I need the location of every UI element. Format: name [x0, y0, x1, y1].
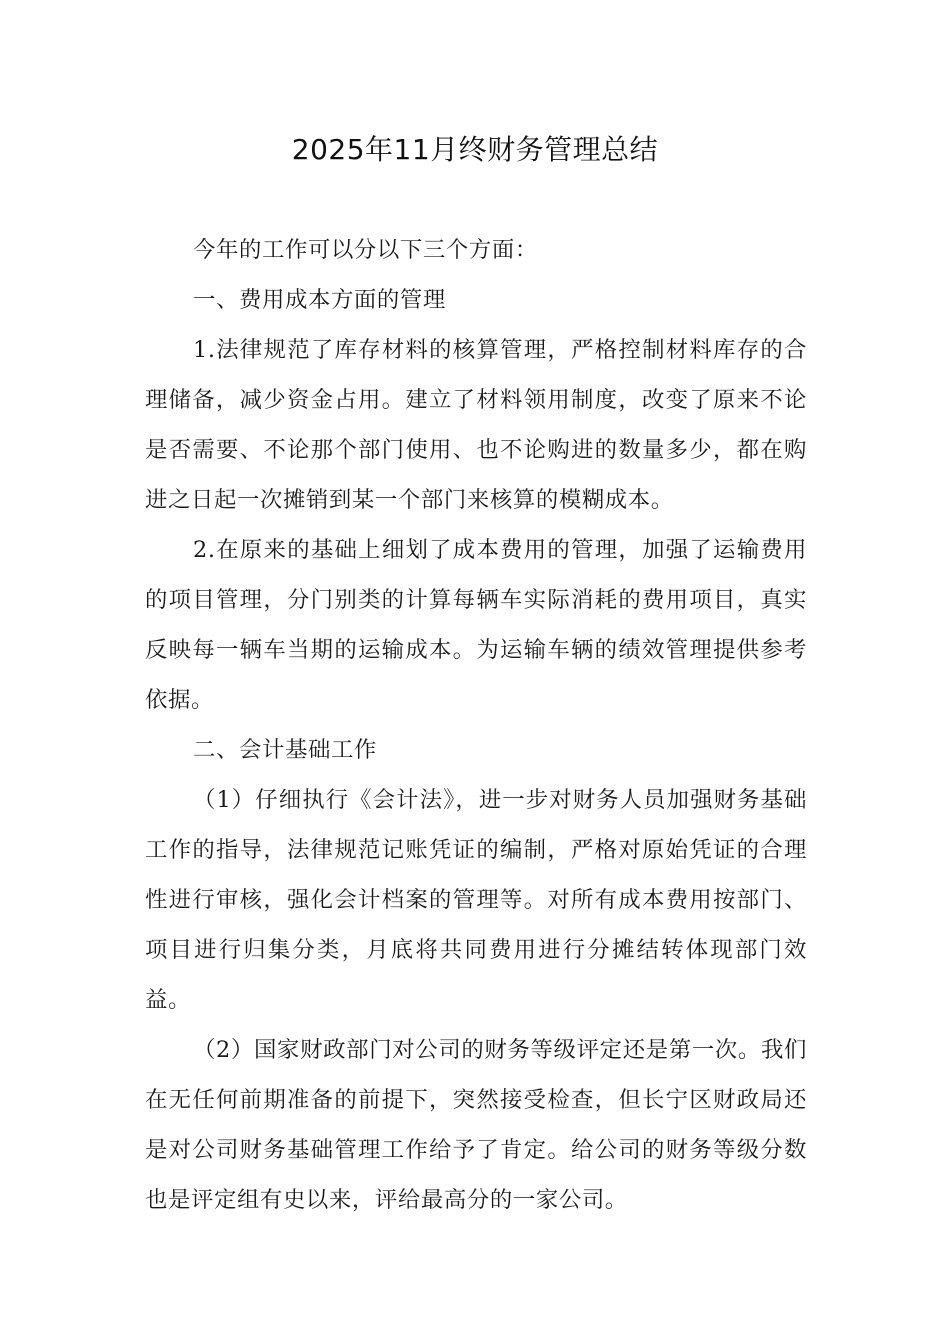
paragraph-accounting-law: （1）仔细执行《会计法》，进一步对财务人员加强财务基础工作的指导，法律规范记账凭证的编制，严格对原始凭证的合理性进行审核，强化会计档案的管理等。对所有成本费用按部门、项目进行归集分类，月底将共同费用进行分摊结转体现部门效益。: [145, 787, 807, 1013]
paragraph-inventory-accounting: 1.法律规范了库存材料的核算管理，严格控制材料库存的合理储备，减少资金占用。建立了材料领用制度，改变了原来不论是否需要、不论那个部门使用、也不论购进的数量多少，都在购进之日起一次摊销到某一个部门来核算的模糊成本。: [145, 337, 807, 513]
section-heading-cost-management: 一、费用成本方面的管理: [193, 287, 446, 313]
document-body: [145, 225, 807, 1225]
paragraph-financial-rating: （2）国家财政部门对公司的财务等级评定还是第一次。我们在无任何前期准备的前提下，突然接受检查，但长宁区财政局还是对公司财务基础管理工作给予了肯定。给公司的财务等级分数也是评定组有史以来，评给最高分的一家公司。: [145, 1037, 807, 1213]
intro-paragraph: 今年的工作可以分以下三个方面：: [193, 237, 538, 263]
paragraph-transport-cost: 2.在原来的基础上细划了成本费用的管理，加强了运输费用的项目管理，分门别类的计算每辆车实际消耗的费用项目，真实反映每一辆车当期的运输成本。为运输车辆的绩效管理提供参考依据。: [145, 537, 807, 713]
document-title: 2025年11月终财务管理总结: [291, 133, 659, 166]
section-heading-accounting-basics: 二、会计基础工作: [193, 737, 377, 763]
